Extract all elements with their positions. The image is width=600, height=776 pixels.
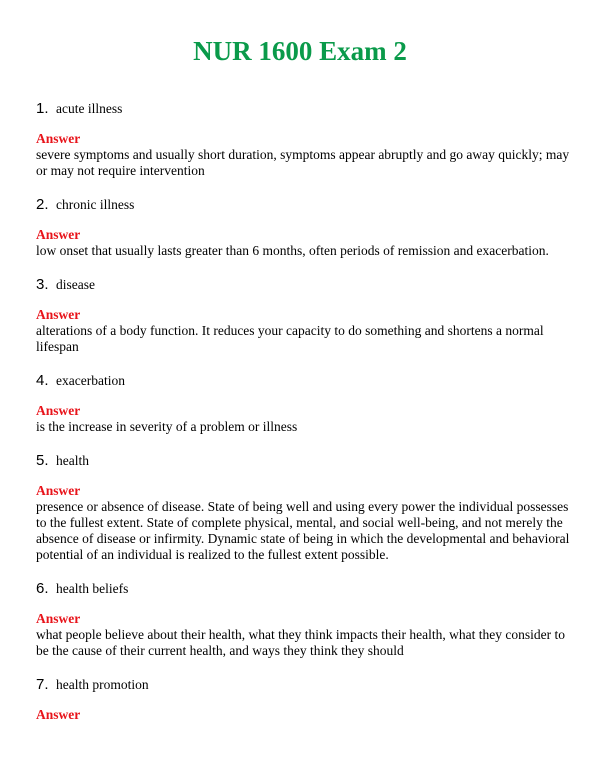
answer-text: severe symptoms and usually short duration, symptoms appear abruptly and go away quickly; may or may not require intervention [36,147,570,178]
question [36,579,576,599]
qa-item [36,371,576,451]
qa-item [36,99,576,195]
page-title: NUR 1600 Exam 2 [193,36,407,66]
question-number: 1. [36,100,49,117]
answer-label: Answer [36,707,81,722]
answer-label: Answer [36,131,81,146]
qa-item [36,195,576,275]
qa-item [36,451,576,579]
question-term: chronic illness [56,197,135,212]
question [36,675,576,695]
answer-label: Answer [36,611,81,626]
question-number: 5. [36,452,49,469]
answer-text: presence or absence of disease. State of being well and using every power the individual possesses to the fullest extent. State of complete physical, mental, and social well-being, and not merely the absence of disease or infirmity. Dynamic state of being in which the developmental and behavioral potential of an individual is realized to the fullest extent possible. [36,499,570,562]
question-number: 7. [36,676,49,693]
qa-item [36,579,576,675]
question [36,195,576,215]
answer-label: Answer [36,483,81,498]
question [36,275,576,295]
question [36,371,576,391]
question-term: disease [56,277,95,292]
question-term: health promotion [56,677,149,692]
answer-text: alterations of a body function. It reduces your capacity to do something and shortens a normal lifespan [36,323,544,354]
question [36,451,576,471]
question-number: 6. [36,580,49,597]
question-term: health beliefs [56,581,129,596]
question-term: health [56,453,89,468]
answer-text: what people believe about their health, what they think impacts their health, what they consider to be the cause of their current health, and ways they think they should [36,627,565,658]
qa-item [36,275,576,371]
question-number: 2. [36,196,49,213]
qa-item [36,675,576,723]
question-number: 4. [36,372,49,389]
answer-label: Answer [36,307,81,322]
answer-text: is the increase in severity of a problem or illness [36,419,298,434]
question-term: exacerbation [56,373,125,388]
question-term: acute illness [56,101,123,116]
question [36,99,576,119]
qa-list [36,99,576,723]
question-number: 3. [36,276,49,293]
answer-label: Answer [36,227,81,242]
answer-label: Answer [36,403,81,418]
answer-text: low onset that usually lasts greater than 6 months, often periods of remission and exacerbation. [36,243,549,258]
